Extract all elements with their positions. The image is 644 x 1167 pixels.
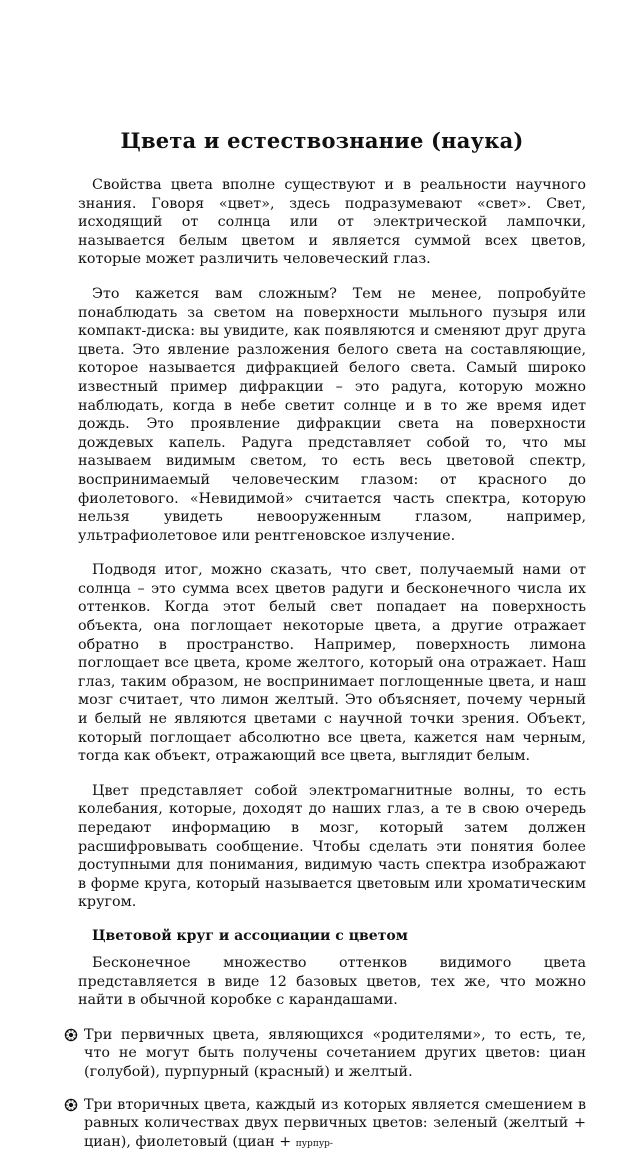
- bullet-text-2-main: Три вторичных цвета, каждый из которых является смешением в равных количествах двух первичных цветов: зеленый (желтый + циан), фиолетовый (циан +: [84, 1096, 586, 1150]
- flower-bullet-icon: [64, 1098, 78, 1112]
- bullet-text-2: [84, 1096, 586, 1154]
- paragraph-3: Подводя итог, можно сказать, что свет, получаемый нами от солнца – это сумма всех цветов радуги и бесконечного числа их оттенков. Когда этот белый свет попадает на поверхность объекта, она поглощает некоторые цвета, а другие отражает обратно в пространство. Например, поверхность лимона поглощает все цвета, кроме желтого, который она отражает. Наш глаз, таким образом, не воспринимает поглощенные цвета, и наш мозг считает, что лимон желтый. Это объясняет, почему черный и белый не являются цветами с научной точки зрения. Объект, который поглощает абсолютно все цвета, кажется нам черным, тогда как объект, отражающий все цвета, выглядит белым.: [78, 562, 586, 765]
- bullet-text-1: Три первичных цвета, являющихся «родителями», то есть, те, что не могут быть получены сочетанием других цветов: циан (голубой), пурпурный (красный) и желтый.: [84, 1026, 586, 1080]
- paragraph-4: Цвет представляет собой электромагнитные волны, то есть колебания, которые, доходят до наших глаз, а те в свою очередь передают информацию в мозг, который затем должен расшифровывать сообщение. Чтобы сделать эти понятия более доступными для понимания, видимую часть спектра изображают в форме круга, который называется цветовым или хроматическим кругом.: [78, 782, 586, 911]
- page-title: Цвета и естествознание (наука): [120, 128, 524, 153]
- document-body: [78, 176, 586, 1167]
- bullet-item-1: [64, 1026, 586, 1082]
- section-subheading: Цветовой круг и ассоциации с цветом: [92, 927, 408, 944]
- bullet-text-2-tail: пурпур-: [295, 1138, 333, 1149]
- paragraph-5: Бесконечное множество оттенков видимого цвета представляется в виде 12 базовых цветов, тех же, что можно найти в обычной коробке с карандашами.: [78, 954, 586, 1009]
- paragraph-1: Свойства цвета вполне существуют и в реальности научного знания. Говоря «цвет», здесь подразумевают «свет». Свет, исходящий от солнца или от электрической лампочки, называется белым цветом и является суммой всех цветов, которые может различить человеческий глаз.: [78, 177, 586, 268]
- paragraph-2: Это кажется вам сложным? Тем не менее, попробуйте понаблюдать за светом на поверхности мыльного пузыря или компакт-диска: вы увидите, как появляются и сменяют друг друга цвета. Это явление разложения белого света на составляющие, которое называется дифракцией белого света. Самый широко известный пример дифракции – это радуга, которую можно наблюдать, когда в небе светит солнце и в то же время идет дождь. Это проявление дифракции света на поверхности дождевых капель. Радуга представляет собой то, что мы называем видимым светом, то есть весь цветовой спектр, воспринимаемый человеческим глазом: от красного до фиолетового. «Невидимой» считается часть спектра, которую нельзя увидеть невооруженным глазом, например, ультрафиолетовое или рентгеновское излучение.: [78, 285, 586, 544]
- bullet-item-2: [64, 1096, 586, 1154]
- flower-bullet-icon: [64, 1028, 78, 1042]
